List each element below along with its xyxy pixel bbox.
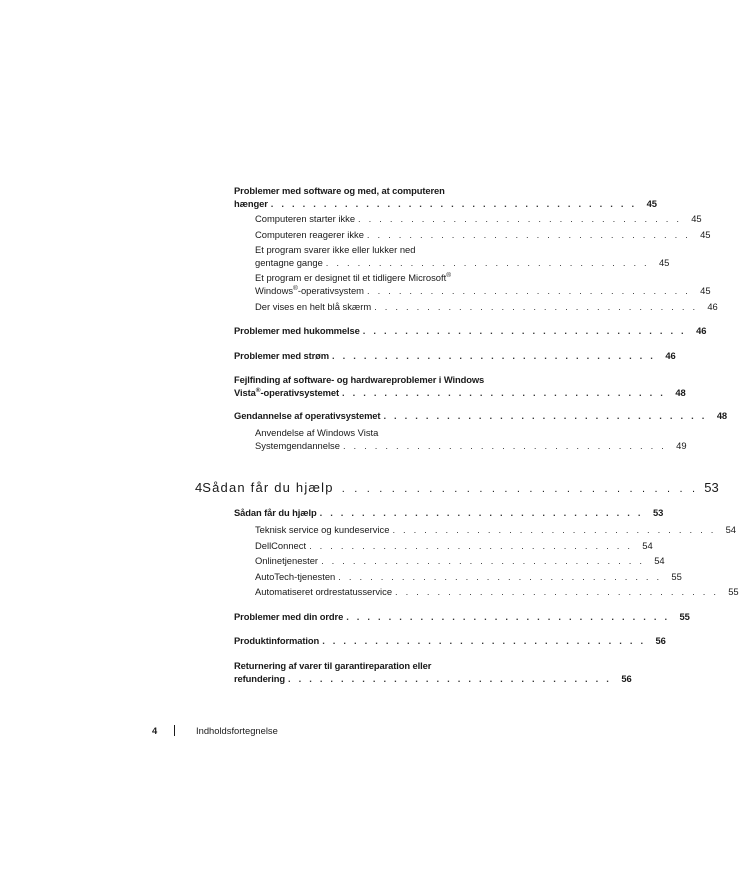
registered-mark: ® xyxy=(446,272,452,279)
toc-entry-title: Automatiseret ordrestatusservice xyxy=(255,586,393,597)
toc-entry-page: 54 xyxy=(642,540,653,551)
toc-entry-page: 45 xyxy=(691,213,702,224)
leader-dots: . . . . . . . . . . . . . . . . . . . . . . . . . . . . . . . . . . . xyxy=(270,197,637,209)
toc-entry-order-problems[interactable] xyxy=(234,611,690,624)
toc-entry-software-problems[interactable] xyxy=(234,185,657,210)
toc-entry-online-services[interactable] xyxy=(255,555,665,568)
toc-entry-title: Der vises en helt blå skærm xyxy=(255,301,372,312)
toc-entry-system-restore[interactable] xyxy=(255,427,687,452)
leader-dots: . . . . . . . . . . . . . . . . . . . . . . . . . . . . . . . xyxy=(358,213,682,224)
leader-dots: . . . . . . . . . . . . . . . . . . . . . . . . . . . . . . . xyxy=(374,301,698,312)
toc-entry-page: 55 xyxy=(671,571,682,582)
chapter-title: Sådan får du hjælp xyxy=(202,480,334,495)
toc-entry-page: 45 xyxy=(646,197,657,209)
footer-label: Indholdsfortegnelse xyxy=(196,725,278,736)
toc-entry-prefix: Fejlfinding af software- og hardwareproblemer i Windows xyxy=(234,374,485,385)
toc-entry-title: Gendannelse af operativsystemet xyxy=(234,410,381,421)
toc-entry-title: Teknisk service og kundeservice xyxy=(255,524,390,535)
toc-entry-page: 48 xyxy=(716,410,728,421)
toc-entry-vista-troubleshooting[interactable] xyxy=(234,374,686,399)
toc-entry-title: Vista xyxy=(234,386,256,398)
toc-entry-autotech[interactable] xyxy=(255,571,682,584)
toc-entry-prefix: Et program svarer ikke eller lukker ned xyxy=(255,244,416,255)
toc-entry-title-rest: -operativsystem xyxy=(297,284,364,296)
leader-dots: . . . . . . . . . . . . . . . . . . . . . . . . . . . . . . . xyxy=(366,229,691,240)
toc-entry-prefix: Et program er designet til et tidligere Microsoft xyxy=(255,272,447,283)
registered-mark: ® xyxy=(255,386,261,394)
page-footer xyxy=(152,725,278,736)
toc-entry-prefix: Returnering af varer til garantireparation eller xyxy=(234,660,432,671)
toc-entry-title: Sådan får du hjælp xyxy=(234,507,317,518)
toc-entry-page: 56 xyxy=(655,635,666,646)
toc-entry-page: 56 xyxy=(621,672,632,684)
toc-entry-title: Systemgendannelse xyxy=(255,439,340,451)
leader-dots: . . . . . . . . . . . . . . . . . . . . . . . . . . . . . . . xyxy=(322,635,646,646)
toc-entry-title: Computeren starter ikke xyxy=(255,213,356,224)
toc-entry-restore-os[interactable] xyxy=(234,410,728,423)
leader-dots: . . . . . . . . . . . . . . . . . . . . . . . . . . . . . xyxy=(341,483,699,495)
leader-dots: . . . . . . . . . . . . . . . . . . . . . . . . . . . . . . . xyxy=(342,439,667,451)
toc-entry-page: 55 xyxy=(679,611,690,622)
toc-entry-power-problems[interactable] xyxy=(234,350,676,363)
toc-entry-product-information[interactable] xyxy=(234,635,666,648)
toc-entry-title: gentagne gange xyxy=(255,256,323,268)
leader-dots: . . . . . . . . . . . . . . . . . . . . . . . . . . . . . . . xyxy=(332,350,656,361)
toc-entry-computer-not-responding[interactable] xyxy=(255,229,711,242)
toc-entry-technical-service[interactable] xyxy=(255,524,737,537)
leader-dots: . . . . . . . . . . . . . . . . . . . . . . . . . . . . . . . xyxy=(362,325,687,336)
toc-entry-page: 49 xyxy=(676,439,687,451)
toc-entry-title: Problemer med din ordre xyxy=(234,611,344,622)
chapter-heading[interactable] xyxy=(195,480,719,495)
toc-entry-prefix: Problemer med software og med, at computeren xyxy=(234,185,445,196)
leader-dots: . . . . . . . . . . . . . . . . . . . . . . . . . . . . . . . xyxy=(309,540,633,551)
toc-entry-title: Produktinformation xyxy=(234,635,320,646)
toc-entry-title: Problemer med hukommelse xyxy=(234,325,360,336)
toc-entry-page: 45 xyxy=(700,229,711,240)
leader-dots: . . . . . . . . . . . . . . . . . . . . . . . . . . . . . . . xyxy=(338,571,662,582)
toc-entry-blue-screen[interactable] xyxy=(255,301,718,314)
registered-mark: ® xyxy=(293,284,298,292)
toc-entry-title: hænger xyxy=(234,197,268,209)
toc-entry-title: DellConnect xyxy=(255,540,307,551)
toc-entry-title: Problemer med strøm xyxy=(234,350,330,361)
toc-entry-page: 46 xyxy=(696,325,707,336)
chapter-number: 4 xyxy=(195,480,203,495)
leader-dots: . . . . . . . . . . . . . . . . . . . . . . . . . . . . . . . xyxy=(321,555,645,566)
toc-entry-order-status[interactable] xyxy=(255,586,739,599)
toc-entry-program-crashes[interactable] xyxy=(255,244,670,269)
toc-entry-memory-problems[interactable] xyxy=(234,325,707,338)
leader-dots: . . . . . . . . . . . . . . . . . . . . . . . . . . . . . . . xyxy=(395,586,719,597)
toc-entry-title-rest: -operativsystemet xyxy=(260,386,339,398)
toc-entry-dellconnect[interactable] xyxy=(255,540,653,553)
footer-divider xyxy=(174,725,175,736)
toc-entry-page: 55 xyxy=(728,586,739,597)
chapter-page: 53 xyxy=(704,480,719,495)
footer-page-number: 4 xyxy=(152,725,158,736)
leader-dots: . . . . . . . . . . . . . . . . . . . . . . . . . . . . . . . xyxy=(325,256,650,268)
toc-entry-page: 54 xyxy=(654,555,665,566)
toc-entry-page: 48 xyxy=(675,386,686,398)
toc-entry-page: 45 xyxy=(658,256,670,268)
toc-entry-page: 53 xyxy=(652,507,664,518)
toc-entry-how-to-get-help[interactable] xyxy=(234,507,664,520)
toc-entry-page: 46 xyxy=(707,301,718,312)
toc-entry-title: refundering xyxy=(234,672,285,684)
leader-dots: . . . . . . . . . . . . . . . . . . . . . . . . . . . . . . . xyxy=(392,524,717,535)
toc-entry-title: Windows xyxy=(255,284,294,296)
leader-dots: . . . . . . . . . . . . . . . . . . . . . . . . . . . . . . . xyxy=(346,611,670,622)
toc-entry-returns[interactable] xyxy=(234,660,632,685)
toc-entry-page: 54 xyxy=(725,524,737,535)
leader-dots: . . . . . . . . . . . . . . . . . . . . . . . . . . . . . . . xyxy=(383,410,708,421)
toc-entry-page: 45 xyxy=(700,284,711,296)
toc-entry-prefix: Anvendelse af Windows Vista xyxy=(255,427,379,438)
toc-entry-page: 46 xyxy=(665,350,676,361)
toc-entry-title: AutoTech-tjenesten xyxy=(255,571,336,582)
leader-dots: . . . . . . . . . . . . . . . . . . . . . . . . . . . . . . . xyxy=(342,386,666,398)
toc-entry-title: Computeren reagerer ikke xyxy=(255,229,364,240)
toc-entry-older-windows-program[interactable] xyxy=(255,272,711,297)
leader-dots: . . . . . . . . . . . . . . . . . . . . . . . . . . . . . . . xyxy=(367,284,691,296)
toc-entry-computer-wont-start[interactable] xyxy=(255,213,702,226)
toc-entry-title: Onlinetjenester xyxy=(255,555,319,566)
leader-dots: . . . . . . . . . . . . . . . . . . . . . . . . . . . . . . . xyxy=(288,672,612,684)
leader-dots: . . . . . . . . . . . . . . . . . . . . . . . . . . . . . . . xyxy=(319,507,644,518)
